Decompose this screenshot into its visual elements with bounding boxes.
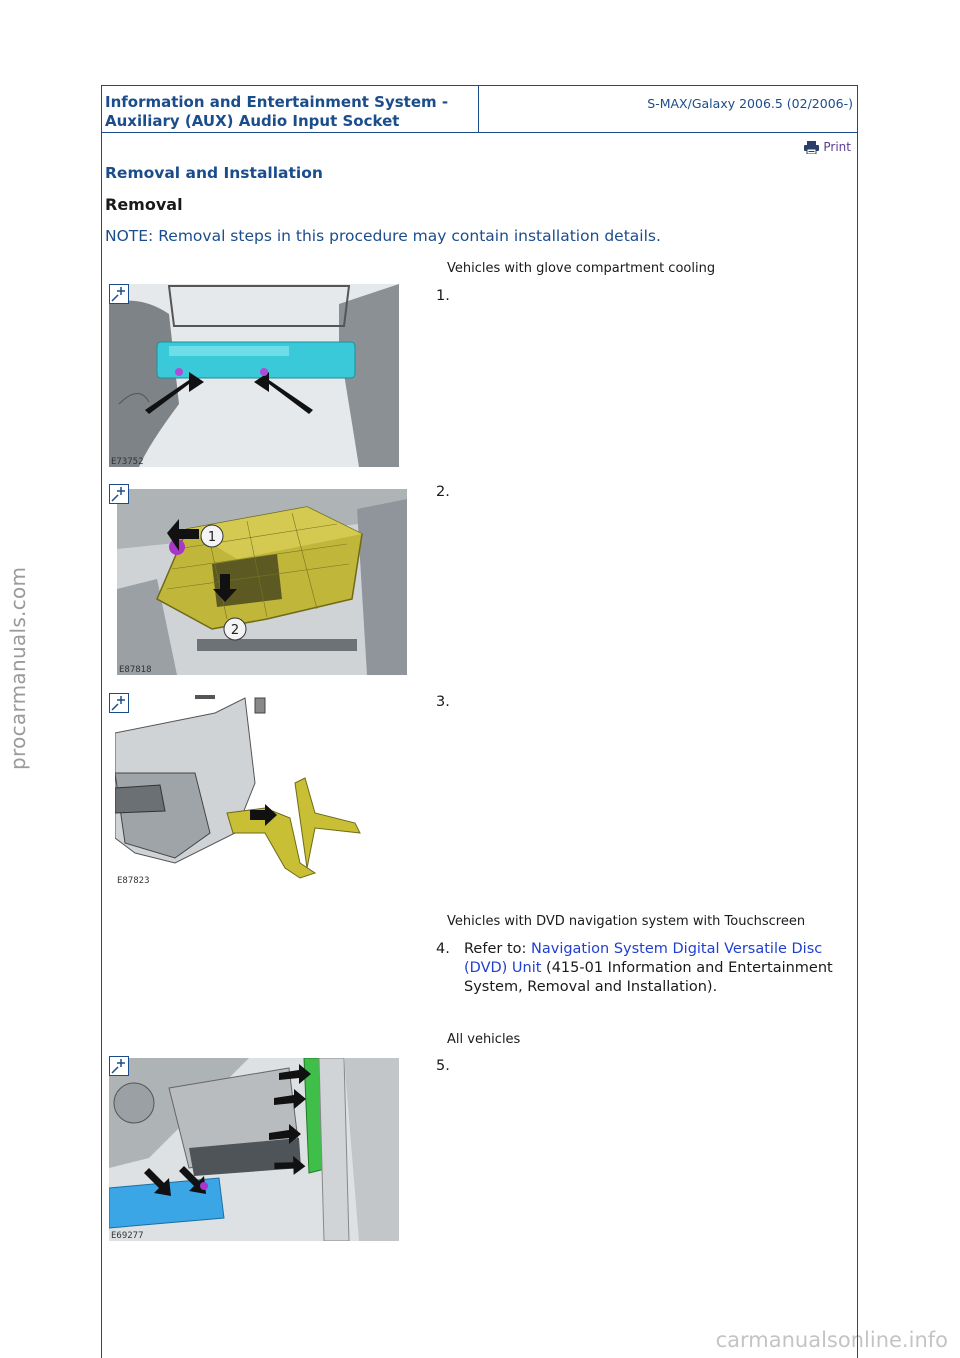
step-4-prefix: Refer to:	[464, 941, 531, 957]
zoom-icon[interactable]	[109, 484, 129, 504]
figure-label: E73752	[111, 457, 144, 467]
condition-glove-cooling: Vehicles with glove compartment cooling	[447, 261, 716, 276]
zoom-icon[interactable]	[109, 693, 129, 713]
figure-label: E69277	[111, 1231, 144, 1241]
subsection-title: Removal	[105, 195, 183, 214]
step-1-number: 1.	[436, 288, 450, 304]
figure-label: E87823	[117, 876, 150, 886]
condition-all-vehicles: All vehicles	[447, 1032, 521, 1047]
callout-1: 1	[207, 530, 217, 545]
section-title: Removal and Installation	[105, 164, 323, 182]
step-4-suffix: (415-01 Information and Entertainment System, Removal and Installation).	[464, 960, 833, 995]
step-4-text	[464, 940, 856, 997]
document-title	[102, 86, 479, 132]
step-3-figure	[109, 693, 369, 888]
side-watermark: procarmanuals.com	[6, 566, 30, 770]
step-4	[436, 940, 856, 997]
step-2-figure	[109, 484, 409, 676]
document-header	[102, 86, 857, 133]
navigation-dvd-unit-link[interactable]: Navigation System Digital Versatile Disc (DVD) Unit	[464, 941, 823, 976]
step-1-illustration	[109, 284, 399, 467]
step-5-number: 5.	[436, 1058, 450, 1074]
step-5-figure	[109, 1056, 401, 1242]
print-button[interactable]	[804, 140, 851, 154]
note-text: NOTE: Removal steps in this procedure may contain installation details.	[105, 227, 661, 245]
title-line-2: Auxiliary (AUX) Audio Input Socket	[105, 112, 400, 130]
step-2-illustration	[117, 489, 407, 675]
model-info: S-MAX/Galaxy 2006.5 (02/2006-)	[647, 96, 853, 111]
step-5-illustration	[109, 1058, 399, 1241]
zoom-icon[interactable]	[109, 284, 129, 304]
title-line-1: Information and Entertainment System -	[105, 93, 449, 111]
zoom-icon[interactable]	[109, 1056, 129, 1076]
step-3-number: 3.	[436, 694, 450, 710]
step-4-number: 4.	[436, 941, 450, 957]
document-frame	[101, 85, 858, 1358]
figure-label: E87818	[119, 665, 152, 675]
print-label: Print	[823, 140, 851, 154]
condition-dvd-navigation: Vehicles with DVD navigation system with Touchscreen	[447, 914, 806, 929]
callout-2: 2	[230, 623, 240, 638]
bottom-watermark: carmanualsonline.info	[715, 1328, 948, 1352]
step-1-figure	[109, 284, 401, 469]
step-2-number: 2.	[436, 484, 450, 500]
printer-icon	[804, 141, 819, 154]
step-3-illustration	[115, 693, 367, 887]
